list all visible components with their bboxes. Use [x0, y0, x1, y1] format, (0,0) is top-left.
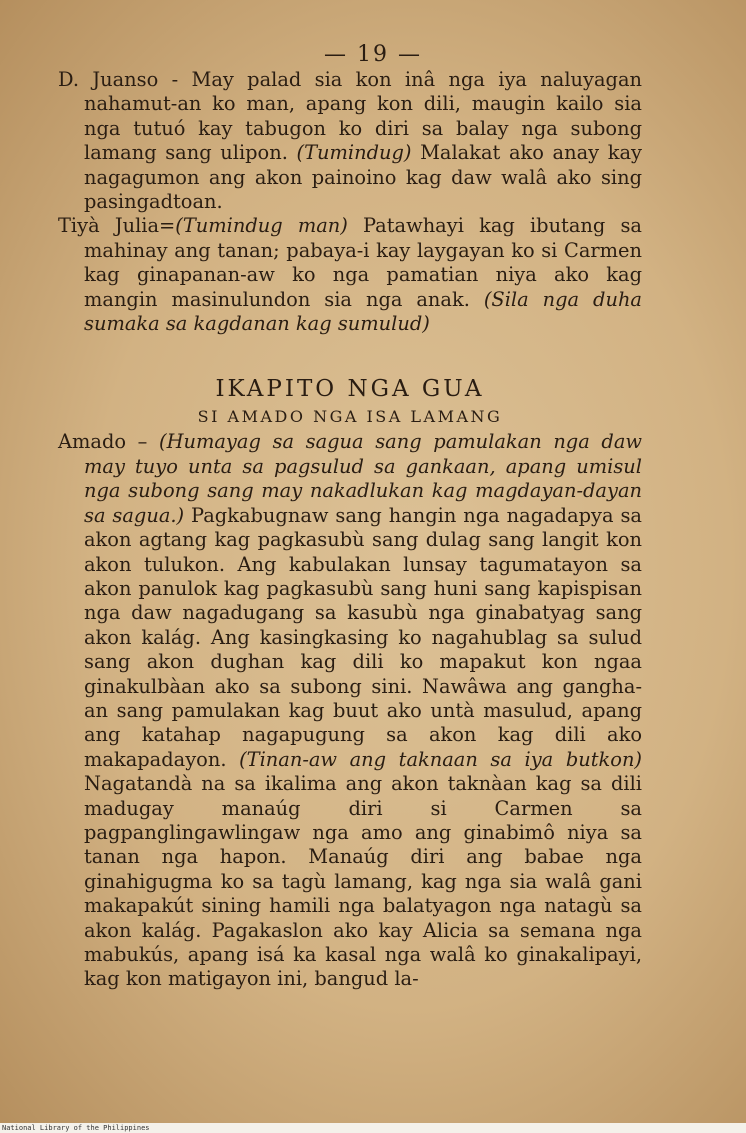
speaker-name: D. Juanso	[58, 68, 159, 91]
speaker-name: Amado	[58, 430, 127, 454]
stage-direction: (Sila nga duha sumaka sa kagdanan kag sumulud)	[84, 287, 642, 336]
stage-direction: (Tinan-aw ang taknaan sa iya butkon)	[239, 747, 643, 771]
page-number: — 19 —	[324, 42, 422, 67]
stage-direction: (Tumindug)	[296, 141, 412, 165]
speaker-equals: =	[159, 214, 176, 238]
chapter-title: IKAPITO NGA GUA	[215, 376, 485, 403]
library-footer: National Library of the Philippines	[0, 1123, 746, 1133]
speaker-dash: –	[126, 430, 160, 454]
spacer	[58, 336, 642, 374]
dialogue-text: Pagkabugnaw sang hangin nga nagadapya sa akon agtang kag pagkasubù sang dulag sang langit kon akon tulukon. Ang kabulakan lunsay tagumatayon sa akon panulok kag pagkasubù sang huni sang kapispisan nga daw nagadugang sa kasubù nga ginabatyag sang akon kalág. Ang kasingkasing ko nagahublag sa sulud sang akon dughan kag dili ko mapakut kon ngaa ginakulbàan ako sa subong sini. Nawâwa ang gangha-an sang pamulakan kag buut ako untà masulud, apang ang katahap nagapugung sa akon kag dili ako makapadayon.	[84, 503, 642, 771]
dialogue-text: Patawhayi kag ibutang sa mahinay ang tanan; pabaya-i kay laygayan ko si Carmen kag ginapanan-aw ko nga pamatian niya ako kag mangin masinulundon sia nga anak.	[84, 214, 642, 311]
stage-direction: (Humayag sa sagua sang pamulakan nga daw may tuyo unta sa pagsulud sa gankaan, apang umisul nga subong sang may nakadlukan kag magdayan-dayan sa sagua.)	[84, 430, 642, 527]
speaker-dash: -	[158, 68, 192, 91]
speaker-name: Tiyà Julia	[58, 214, 160, 238]
dialogue-text: Malakat ako anay kay nagagumon ang akon painoino kag daw walâ ako sing pasingadtoan.	[84, 141, 642, 214]
stage-direction: (Tumindug man)	[175, 214, 348, 238]
paragraph-amado	[58, 430, 642, 991]
paragraph-juanso	[58, 68, 642, 214]
chapter-subtitle: SI AMADO NGA ISA LAMANG	[197, 407, 503, 427]
dialogue-text: May palad sia kon inâ nga iya naluyagan nahamut-an ko man, apang kon dili, maugin kailo sia nga tutuó kay tabugon ko diri sa balay nga subong lamang sang ulipon.	[84, 68, 643, 165]
dialogue-text: Nagatandà na sa ikalima ang akon taknàan kag sa dili madugay manaúg diri si Carmen sa pagpanglingawlingaw nga amo ang ginabimô niya sa tanan nga hapon. Manaúg diri ang babae nga ginahigugma ko sa tagù lamang, kag nga sia walâ gani makapakút sining hamili nga balatyagon nga natagù sa akon kalág. Pagakaslon ako kay Alicia sa semana nga mabukús, apang isá ka kasal nga walâ ko ginakalipayi, kag kon matigayon ini, bangud la-	[84, 772, 642, 991]
body-text	[58, 68, 642, 992]
paragraph-julia	[58, 214, 642, 336]
